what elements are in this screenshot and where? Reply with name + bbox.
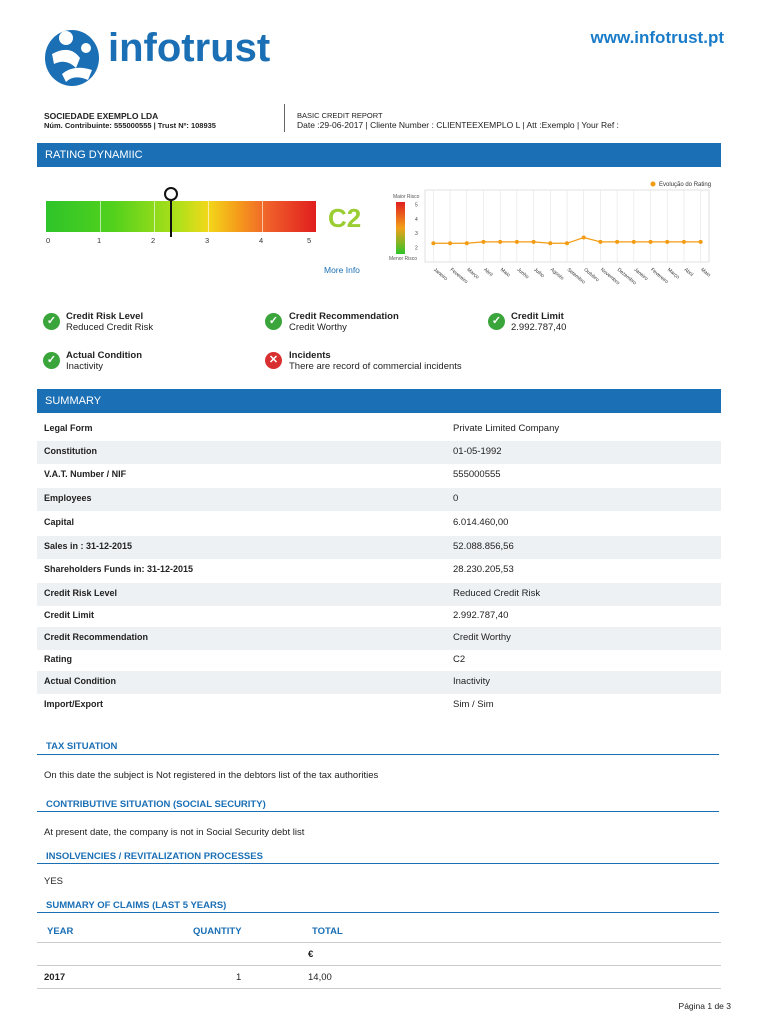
summary-row xyxy=(37,488,721,511)
chart-data-point xyxy=(565,241,569,245)
company-ids: Núm. Contribuinte: 555000555 | Trust Nº: 108935 xyxy=(44,121,216,130)
chart-x-tick: Abril xyxy=(682,266,695,278)
gauge-tick xyxy=(208,201,209,232)
summary-label: Constitution xyxy=(44,446,97,456)
summary-row xyxy=(37,694,721,717)
check-icon: ✓ xyxy=(43,352,60,369)
summary-value: 52.088.856,56 xyxy=(453,541,514,552)
summary-row xyxy=(37,512,721,535)
summary-value: Sim / Sim xyxy=(453,699,494,710)
chart-y-tick: 2 xyxy=(415,245,418,252)
rating-gauge-bar xyxy=(46,201,316,232)
summary-row xyxy=(37,464,721,487)
gauge-label: 4 xyxy=(259,236,264,245)
summary-row xyxy=(37,649,721,672)
report-meta: Date :29-06-2017 | Cliente Number : CLIENTEEXEMPLO L | Att :Exemplo | Your Ref : xyxy=(297,120,619,130)
summary-row xyxy=(37,671,721,694)
more-info-link[interactable]: More Info xyxy=(324,265,360,275)
indicator-title: Credit Recommendation xyxy=(289,311,399,322)
insolvency-text: YES xyxy=(44,876,64,887)
site-url-link[interactable]: www.infotrust.pt xyxy=(590,28,724,47)
summary-label: Credit Limit xyxy=(44,610,95,620)
section-divider xyxy=(37,912,719,913)
chart-x-tick: Março xyxy=(665,266,681,281)
error-icon: ✕ xyxy=(265,352,282,369)
chart-y-tick: 5 xyxy=(415,202,418,209)
page-number: Página 1 de 3 xyxy=(678,1001,731,1011)
claims-currency: € xyxy=(308,949,314,960)
chart-data-point xyxy=(598,240,602,244)
summary-label: Capital xyxy=(44,517,75,527)
indicator-title: Incidents xyxy=(289,350,331,361)
chart-y-tick: 3 xyxy=(415,231,418,238)
chart-x-tick: Abril xyxy=(482,266,494,278)
check-icon: ✓ xyxy=(488,313,505,330)
chart-x-tick: Maio xyxy=(498,266,512,279)
summary-row xyxy=(37,441,721,464)
check-icon: ✓ xyxy=(43,313,60,330)
summary-value: 0 xyxy=(453,493,459,504)
chart-x-tick: Outubro xyxy=(582,266,601,284)
section-divider xyxy=(37,811,719,812)
chart-x-tick: Julho xyxy=(532,266,546,280)
chart-x-tick: Março xyxy=(465,266,480,281)
summary-label: Employees xyxy=(44,493,92,503)
claims-divider xyxy=(37,942,721,943)
chart-data-point xyxy=(649,240,653,244)
chart-x-tick: Janeiro xyxy=(432,266,449,283)
gauge-label: 2 xyxy=(151,236,156,245)
summary-label: Import/Export xyxy=(44,699,104,709)
section-divider xyxy=(37,754,719,755)
summary-row xyxy=(37,418,721,441)
chart-data-point xyxy=(582,236,586,240)
rating-evolution-chart xyxy=(385,176,720,286)
chart-data-point xyxy=(548,241,552,245)
section-divider xyxy=(37,863,719,864)
brand-name: infotrust xyxy=(108,26,271,70)
chart-data-point xyxy=(481,240,485,244)
chart-y-bottom-label: Menor Risco xyxy=(389,256,418,262)
gauge-label: 5 xyxy=(307,236,312,245)
chart-data-point xyxy=(515,240,519,244)
summary-value: C2 xyxy=(453,654,466,665)
summary-value: Credit Worthy xyxy=(453,632,511,643)
chart-x-tick: Fevereiro xyxy=(649,266,670,286)
social-text: At present date, the company is not in Social Security debt list xyxy=(44,827,305,838)
risk-scale-bar xyxy=(396,202,405,254)
summary-label: Legal Form xyxy=(44,423,93,433)
gauge-tick xyxy=(154,201,155,232)
chart-x-tick: Fevereiro xyxy=(448,266,469,286)
insolvency-section-title: INSOLVENCIES / REVITALIZATION PROCESSES xyxy=(46,851,263,862)
gauge-label: 1 xyxy=(97,236,102,245)
indicator-value: 2.992.787,40 xyxy=(511,322,567,333)
tax-section-title: TAX SITUATION xyxy=(46,741,118,752)
claims-section-title: SUMMARY OF CLAIMS (LAST 5 YEARS) xyxy=(46,900,227,911)
claims-divider xyxy=(37,965,721,966)
chart-x-tick: Junho xyxy=(515,266,530,281)
chart-x-tick: Dezembro xyxy=(615,266,638,286)
chart-data-point xyxy=(615,240,619,244)
claims-divider xyxy=(37,988,721,989)
chart-data-point xyxy=(498,240,502,244)
summary-label: Credit Risk Level xyxy=(44,588,118,598)
summary-band-title: SUMMARY xyxy=(37,389,721,413)
social-section-title: CONTRIBUTIVE SITUATION (SOCIAL SECURITY) xyxy=(46,799,266,810)
tax-text: On this date the subject is Not registered in the debtors list of the tax authorities xyxy=(44,770,379,781)
chart-data-point xyxy=(632,240,636,244)
chart-x-tick: Agosto xyxy=(549,266,565,282)
claims-year: 2017 xyxy=(44,972,66,983)
chart-data-point xyxy=(532,240,536,244)
gauge-label: 3 xyxy=(205,236,210,245)
indicator-value: Inactivity xyxy=(66,361,103,372)
summary-label: Actual Condition xyxy=(44,676,116,686)
summary-value: 01-05-1992 xyxy=(453,446,502,457)
summary-label: V.A.T. Number / NIF xyxy=(44,469,127,479)
indicator-value: Reduced Credit Risk xyxy=(66,322,154,333)
summary-label: Rating xyxy=(44,654,72,664)
chart-x-tick: Janeiro xyxy=(632,266,649,283)
gauge-pointer-knob xyxy=(164,187,178,201)
summary-row xyxy=(37,605,721,628)
check-icon: ✓ xyxy=(265,313,282,330)
summary-value: 28.230.205,53 xyxy=(453,564,514,575)
chart-y-top-label: Maior Risco xyxy=(393,194,420,200)
chart-data-point xyxy=(465,241,469,245)
summary-label: Shareholders Funds in: 31-12-2015 xyxy=(44,564,194,574)
chart-data-point xyxy=(448,241,452,245)
summary-value: Reduced Credit Risk xyxy=(453,588,541,599)
summary-label: Sales in : 31-12-2015 xyxy=(44,541,133,551)
summary-value: Private Limited Company xyxy=(453,423,560,434)
indicator-title: Actual Condition xyxy=(66,350,142,361)
infotrust-logo-icon xyxy=(40,24,104,88)
header-divider xyxy=(284,104,285,132)
summary-label: Credit Recommendation xyxy=(44,632,149,642)
claims-total: 14,00 xyxy=(308,972,332,983)
summary-value: 555000555 xyxy=(453,469,501,480)
summary-value: 2.992.787,40 xyxy=(453,610,509,621)
chart-data-point xyxy=(665,240,669,244)
rating-band-title: RATING DYNAMIIC xyxy=(37,143,721,167)
chart-x-tick: Setembro xyxy=(565,266,587,286)
gauge-label: 0 xyxy=(46,236,51,245)
chart-data-point xyxy=(682,240,686,244)
chart-y-tick: 4 xyxy=(415,216,418,223)
summary-value: 6.014.460,00 xyxy=(453,517,509,528)
chart-x-tick: Maio xyxy=(699,266,712,279)
summary-value: Inactivity xyxy=(453,676,490,687)
indicator-value: Credit Worthy xyxy=(289,322,347,333)
rating-grade: C2 xyxy=(328,203,362,233)
report-title: BASIC CREDIT REPORT xyxy=(297,111,383,120)
claims-quantity: 1 xyxy=(236,972,242,983)
chart-data-point xyxy=(431,241,435,245)
gauge-tick xyxy=(100,201,101,232)
summary-row xyxy=(37,559,721,582)
indicator-title: Credit Risk Level xyxy=(66,311,144,322)
chart-x-tick: Novembro xyxy=(599,266,621,286)
gauge-pointer xyxy=(170,197,172,237)
chart-legend: Evolução do Rating xyxy=(659,182,712,188)
claims-col-total: TOTAL xyxy=(312,926,343,937)
summary-row xyxy=(37,627,721,650)
gauge-tick xyxy=(262,201,263,232)
indicator-value: There are record of commercial incidents xyxy=(289,361,462,372)
summary-row xyxy=(37,536,721,559)
chart-data-point xyxy=(699,240,703,244)
claims-col-quantity: QUANTITY xyxy=(193,926,242,937)
summary-row xyxy=(37,583,721,606)
indicator-title: Credit Limit xyxy=(511,311,564,322)
company-name: SOCIEDADE EXEMPLO LDA xyxy=(44,111,159,121)
legend-marker xyxy=(651,182,656,187)
claims-col-year: YEAR xyxy=(47,926,74,937)
